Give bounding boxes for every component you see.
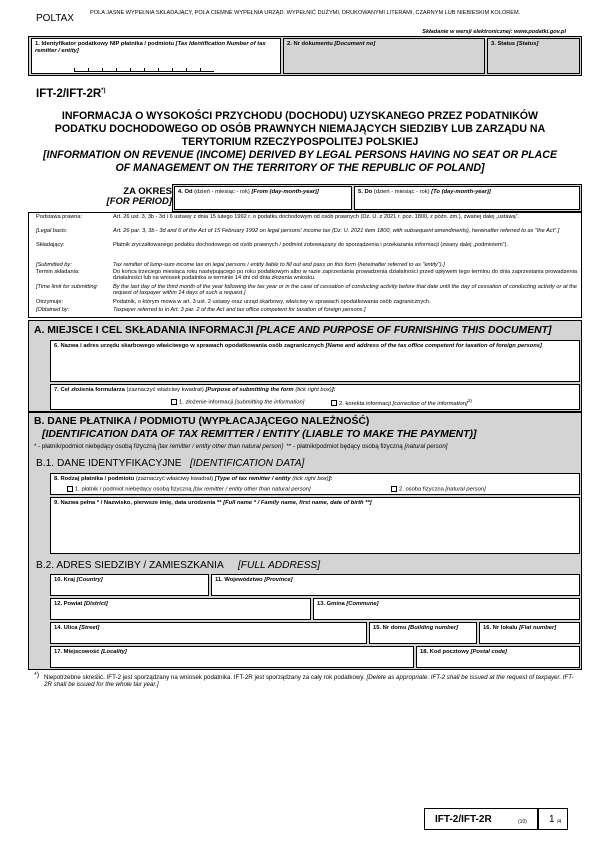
footnote-mark: *) [34,672,40,679]
purpose-correction-checkbox[interactable] [331,400,337,406]
purpose-field: 7. Cel złożenia formularza (zaznaczyć właściwy kwadrat) [Purpose of submitting the form (tick right box)]: 1. złożenie informacji [submitting the information] 2. korekta informacji [correction of the information]$^{1)}$ [50,384,580,410]
section-b-title-en: [IDENTIFICATION DATA OF TAX REMITTER / ENTITY (LIABLE TO MAKE THE PAYMENT)] [42,429,477,440]
document-no-field: 2. Nr dokumentu [Document no] [283,38,485,74]
remitter-type-field: 8. Rodzaj płatnika / podmiotu (zaznaczyć właściwy kwadrat) [Type of tax remitter / entity (tick right box)]: 1. płatnik / podmiot niebędący osobą fizyczną [tax remitter / entity other than natural person] 2. osoba fizyczna [natural person] [50,473,580,495]
footer-code-box [424,808,538,830]
footnote-text: Niepotrzebne skreślić. IFT-2 jest sporządzany na wniosek podatnika. IFT-2R jest sporządzany za cały rok podatkowy. [Delete as appropriate. IFT-2 shall be issued at the request of taxpayer. IFT-2R shall be issued for the whole tax year.] [44,674,574,689]
nip-digit-comb [74,67,214,72]
remitter-legal-checkbox[interactable] [67,486,73,492]
section-b-note: * - płatnik/podmiot niebędący osobą fizyczną [tax remitter / entity other than natural person] ** - płatnik/podmiot będący osobą fizyczną [natural person] [34,443,448,450]
province-field[interactable]: 11. Województwo [Province] [211,574,580,596]
term-label-en: [Time limit for submitting: [36,284,99,290]
legal-basis-label-en: [Legal basis: [36,228,68,234]
country-field[interactable]: 10. Kraj [Country] [50,574,209,596]
period-from-field[interactable]: 4. Od (dzień - miesiąc - rok) [From (day-month-year)] [174,186,352,210]
building-number-field[interactable]: 15. Nr domu [Building number] [369,622,477,644]
section-a-title: A. MIEJSCE I CEL SKŁADANIA INFORMACJI [PLACE AND PURPOSE OF FURNISHING THIS DOCUMENT] [34,325,552,336]
district-field[interactable]: 12. Powiat [District] [50,598,311,620]
locality-field[interactable]: 17. Miejscowość [Locality] [50,646,414,668]
footer-form-code: IFT-2/IFT-2R [435,814,492,825]
legal-basis-text-en: Art. 26 par. 3, 3b - 3d and 6 of the Act of 15 February 1992 on legal persons' income tax (Dz. U. 2021 item 1800, with subsequent amendments), hereinafter referred to as "the Act".] [113,228,560,234]
section-b2-title: B.2. ADRES SIEDZIBY / ZAMIESZKANIA [FULL ADDRESS] [36,560,321,571]
remitter-natural-checkbox[interactable] [391,486,397,492]
legal-basis-label: Podstawa prawna: [36,214,83,220]
purpose-submit-checkbox[interactable] [171,399,177,405]
full-name-field[interactable]: 9. Nazwa pełna * / Nazwisko, pierwsze imię, data urodzenia ** [Full name * / Family name, first name, date of birth **] [50,497,580,554]
footer-page-number: 1 [549,814,555,825]
period-label: ZA OKRES [FOR PERIOD] [106,186,172,207]
flat-number-field[interactable]: 16. Nr lokalu [Flat number] [479,622,580,644]
recipient-label-en: [Obtained by: [36,307,70,313]
term-label: Termin składania: [36,269,80,275]
commune-field[interactable]: 13. Gmina [Commune] [313,598,580,620]
footer-page-box [538,808,568,830]
footer-version: (10) [518,819,527,825]
filer-label: Składający: [36,242,65,248]
electronic-submission-note: Składanie w wersji elektronicznej: www.podatki.gov.pl [422,29,566,35]
recipient-text-en: Taxpayer referred to in Art. 3 par. 2 of the Act and tax office competent for taxation of foreign persons.] [113,307,366,313]
tax-id-field[interactable]: 1. Identyfikator podatkowy NIP płatnika / podmiotu [Tax Identification Number of tax remitter / entity] [31,38,281,74]
remitter-type-option-legal[interactable]: 1. płatnik / podmiot niebędący osobą fizyczną [tax remitter / entity other than natural person] [67,486,577,493]
purpose-option-correction[interactable]: 2. korekta informacji [correction of the information]$^{1)}$ [331,399,577,408]
purpose-option-submit[interactable]: 1. złożenie informacji [submitting the information] [171,399,577,406]
recipient-label: Otrzymuje: [36,299,64,305]
term-text-en: By the last day of the third month of the year following the tax year or in the case of cessation of conducting activity before that date until the day of cessation of conducting activity or at the request of taxpayer within 14 days of such a request.] [113,284,577,297]
fill-instructions: POLA JASNE WYPEŁNIA SKŁADAJĄCY, POLA CIEMNE WYPEŁNIA URZĄD. WYPEŁNIĆ DUŻYMI, DRUKOWANYMI LITERAMI, CZARNYM LUB NIEBIESKIM KOLOREM. [90,10,521,16]
tax-office-field[interactable]: 6. Nazwa i adres urzędu skarbowego właściwego w sprawach opodatkowania osób zagranicznych [Name and address of the tax office competent for taxation of foreign persons] [50,340,580,382]
form-title-pl: INFORMACJA O WYSOKOŚCI PRZYCHODU (DOCHODU) UZYSKANEGO PRZEZ PODATNIKÓW PODATKU DOCHODOWEGO OD OSÓB PRAWNYCH NIEMAJĄCYCH SIEDZIBY LUB ZARZĄDU NA TERYTORIUM RZECZYPOSPOLITEJ POLSKIEJ [54,110,546,148]
legal-basis-text: Art. 26 ust. 3, 3b - 3d i 6 ustawy z dnia 15 lutego 1992 r. o podatku dochodowym od osób prawnych (Dz. U. z 2021 r. poz. 1800, z późn. zm.), zwanej dalej „ustawą”. [113,214,520,220]
term-text: Do końca trzeciego miesiąca roku następującego po roku podatkowym albo w razie zaprzestania prowadzenia działalności przed upływem tego terminu do dnia zaprzestania prowadzenia działalności lub na wniosek podatnika w terminie 14 dni od dnia złożenia wniosku. [113,269,577,282]
section-b-title: B. DANE PŁATNIKA / PODMIOTU (WYPŁACAJĄCEGO NALEŻNOŚĆ) [34,416,370,427]
postal-code-field[interactable]: 18. Kod pocztowy [Postal code] [416,646,580,668]
form-code: IFT-2/IFT-2R*) [36,88,106,100]
street-field[interactable]: 14. Ulica [Street] [50,622,367,644]
filer-text: Płatnik zryczałtowanego podatku dochodowego od osób prawnych / podmiot zobowiązany do sporządzenia i przekazania informacji (zwany dalej „podmiotem”). [113,242,508,248]
filer-text-en: Tax remitter of lump-sum income tax on legal persons / entity liable to fill out and pass on this form (hereinafter referred to as "entity").] [113,262,445,268]
section-b1-title: B.1. DANE IDENTYFIKACYJNE [IDENTIFICATION DATA] [36,458,305,469]
poltax-label: POLTAX [36,13,74,24]
footer-page-total: /4 [557,819,562,825]
status-field: 3. Status [Status] [487,38,580,74]
form-title-en: [INFORMATION ON REVENUE (INCOME) DERIVED BY LEGAL PERSONS HAVING NO SEAT OR PLACE OF MANAGEMENT ON THE TERRITORY OF THE REPUBLIC OF POLAND] [42,149,558,174]
filer-label-en: [Submitted by: [36,262,72,268]
period-to-field[interactable]: 5. Do (dzień - miesiąc - rok) [To (day-month-year)] [354,186,580,210]
remitter-type-option-natural[interactable]: 2. osoba fizyczna [natural person] [391,486,577,493]
recipient-text: Podatnik, o którym mowa w art. 3 ust. 2 ustawy oraz urząd skarbowy, właściwy w sprawach opodatkowania osób zagranicznych. [113,299,431,305]
